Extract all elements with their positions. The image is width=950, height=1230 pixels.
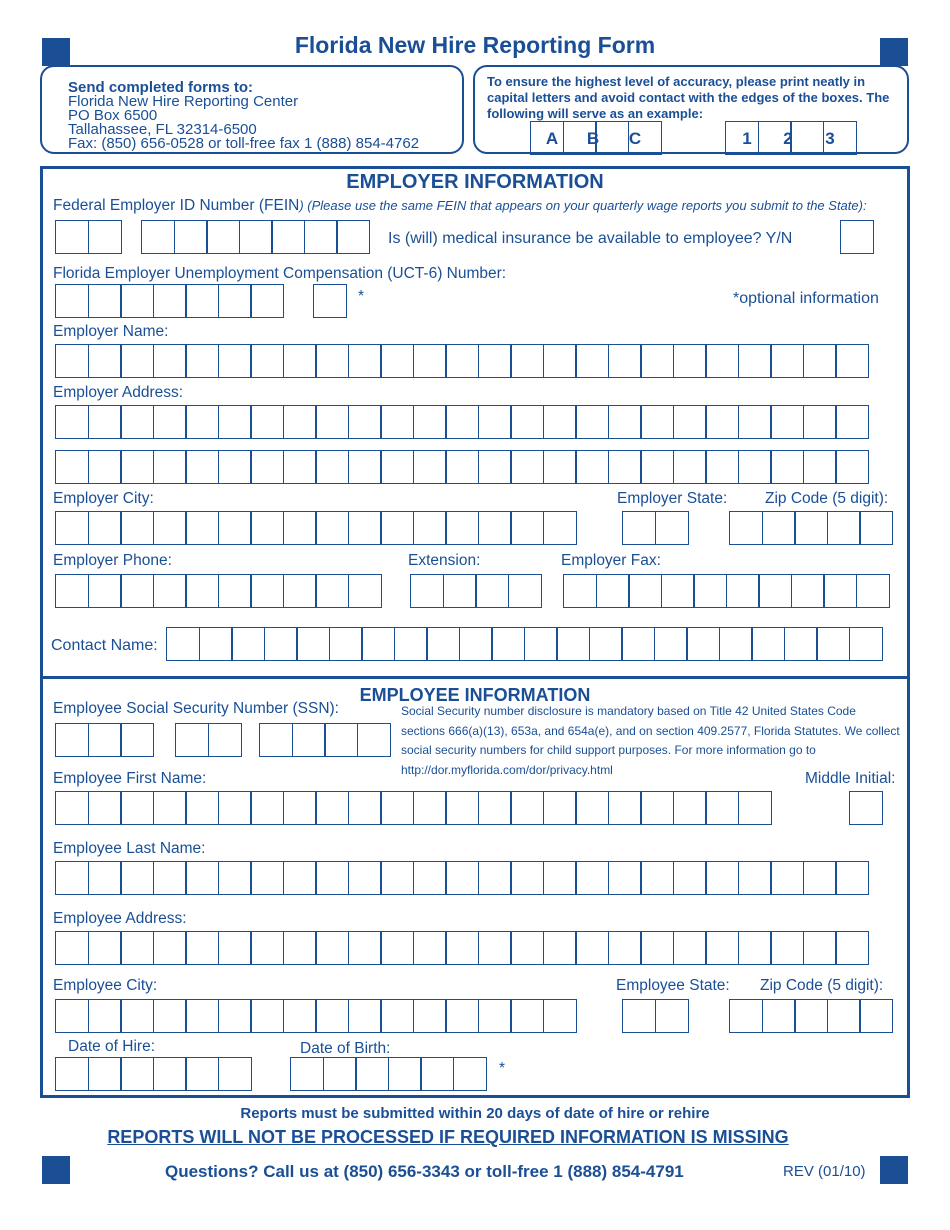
employer-city-label: Employer City:	[53, 490, 154, 507]
ssn-disclosure: Social Security number disclosure is mandatory based on Title 42 United States Code sections 666(a)(13), 653a, and 654a(e), and on section 409.2577, Florida Statutes. We collect social security numbers for child support purposes. For more information go to http://dor.myflorida.com/dor/privacy.html	[401, 704, 900, 777]
extension-boxes[interactable]	[410, 574, 542, 608]
employee-state-boxes[interactable]	[622, 999, 689, 1033]
last-name-boxes[interactable]	[55, 861, 869, 895]
employee-address-boxes[interactable]	[55, 931, 869, 965]
contact-name-boxes[interactable]	[166, 627, 883, 661]
uct-label: Florida Employer Unemployment Compensation (UCT-6) Number:	[53, 265, 507, 282]
employee-city-label: Employee City:	[53, 977, 158, 994]
example-digit: 3	[825, 129, 835, 148]
corner-mark-bottom-right	[880, 1156, 908, 1184]
employer-fax-boxes[interactable]	[563, 574, 890, 608]
address-line: PO Box 6500	[68, 107, 158, 124]
address-line: Tallahassee, FL 32314-6500	[68, 121, 257, 138]
fein-suffix-boxes[interactable]	[141, 220, 370, 254]
middle-initial-label: Middle Initial:	[805, 770, 896, 787]
employee-zip-label: Zip Code (5 digit):	[760, 977, 884, 994]
employer-heading: EMPLOYER INFORMATION	[346, 171, 604, 193]
address-line: Florida New Hire Reporting Center	[68, 93, 299, 110]
form-title: Florida New Hire Reporting Form	[294, 32, 656, 58]
example-letter: C	[628, 129, 642, 148]
ssn-area-boxes[interactable]	[55, 723, 154, 757]
employer-name-boxes[interactable]	[55, 344, 869, 378]
employer-state-label: Employer State:	[617, 490, 728, 507]
employee-heading: EMPLOYEE INFORMATION	[359, 685, 591, 705]
missing-info-warning: REPORTS WILL NOT BE PROCESSED IF REQUIRED INFORMATION IS MISSING	[107, 1127, 789, 1147]
employee-address-label: Employee Address:	[53, 910, 187, 927]
ssn-label: Employee Social Security Number (SSN):	[53, 700, 339, 717]
uct-number-boxes[interactable]	[55, 284, 284, 318]
birth-date-asterisk: *	[499, 1060, 506, 1077]
fax-line: Fax: (850) 656-0528 or toll-free fax 1 (888) 854-4762	[68, 135, 420, 152]
employer-address-line2-boxes[interactable]	[55, 450, 869, 484]
middle-initial-box[interactable]	[849, 791, 883, 825]
deadline-notice: Reports must be submitted within 20 days of date of hire or rehire	[240, 1105, 710, 1122]
birth-date-label: Date of Birth:	[300, 1040, 391, 1057]
instructions-text: To ensure the highest level of accuracy, please print neatly in capital letters and avoid contact with the edges of the boxes. The following will serve as an example:	[487, 74, 890, 121]
extension-label: Extension:	[408, 552, 481, 569]
questions-contact: Questions? Call us at (850) 656-3343 or toll-free 1 (888) 854-4791	[165, 1162, 684, 1181]
employer-zip-boxes[interactable]	[729, 511, 893, 545]
employer-state-boxes[interactable]	[622, 511, 689, 545]
employer-zip-label: Zip Code (5 digit):	[765, 490, 889, 507]
hire-date-label: Date of Hire:	[68, 1038, 156, 1055]
medical-insurance-box[interactable]	[840, 220, 874, 254]
example-digit: 2	[783, 129, 793, 148]
employer-name-label: Employer Name:	[53, 323, 169, 340]
mailing-address-panel	[40, 65, 464, 154]
address-heading: Send completed forms to:	[68, 79, 254, 96]
employee-city-boxes[interactable]	[55, 999, 577, 1033]
example-letter: A	[545, 129, 559, 148]
example-digit: 1	[742, 129, 752, 148]
medical-insurance-question: Is (will) medical insurance be available to employee? Y/N	[388, 230, 793, 247]
employer-phone-boxes[interactable]	[55, 574, 382, 608]
ssn-serial-boxes[interactable]	[259, 723, 391, 757]
contact-name-label: Contact Name:	[51, 637, 158, 654]
example-letter: B	[586, 129, 600, 148]
ssn-group-boxes[interactable]	[175, 723, 242, 757]
employer-address-line1-boxes[interactable]	[55, 405, 869, 439]
employer-address-label: Employer Address:	[53, 384, 184, 401]
first-name-label: Employee First Name:	[53, 770, 207, 787]
employee-zip-boxes[interactable]	[729, 999, 893, 1033]
hire-date-boxes[interactable]	[55, 1057, 252, 1091]
employer-phone-label: Employer Phone:	[53, 552, 172, 569]
last-name-label: Employee Last Name:	[53, 840, 206, 857]
fein-prefix-boxes[interactable]	[55, 220, 122, 254]
uct-check-box[interactable]	[313, 284, 347, 318]
employee-state-label: Employee State:	[616, 977, 730, 994]
employer-city-boxes[interactable]	[55, 511, 577, 545]
revision-label: REV (01/10)	[783, 1163, 866, 1180]
corner-mark-bottom-left	[42, 1156, 70, 1184]
uct-asterisk: *	[358, 288, 365, 305]
fein-label: Federal Employer ID Number (FEIN) (Please use the same FEIN that appears on your quarterly wage reports you submit to the State):	[53, 197, 867, 214]
employer-fax-label: Employer Fax:	[561, 552, 661, 569]
fein-note: ) (Please use the same FEIN that appears on your quarterly wage reports you submit to the State):	[299, 198, 867, 213]
birth-date-boxes[interactable]	[290, 1057, 487, 1091]
optional-note: *optional information	[733, 290, 879, 307]
first-name-boxes[interactable]	[55, 791, 772, 825]
